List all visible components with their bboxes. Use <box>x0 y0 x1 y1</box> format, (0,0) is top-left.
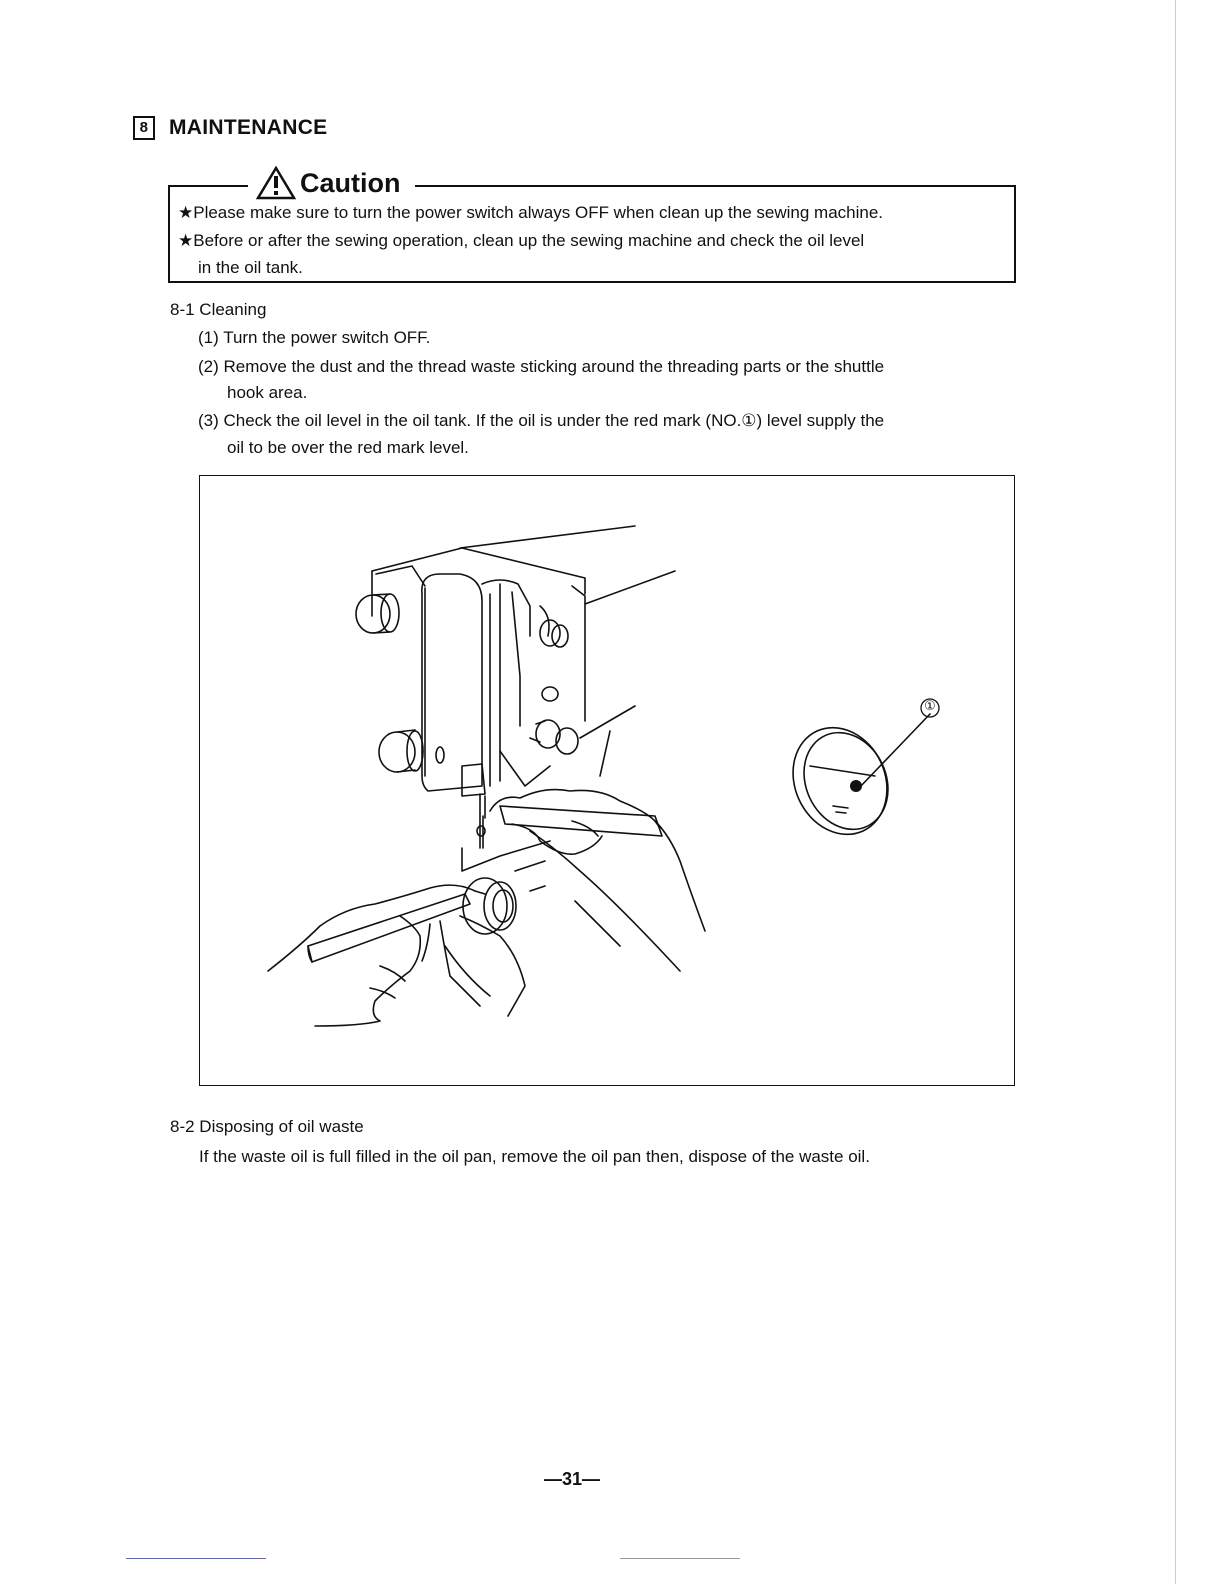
callout-marker-1: ① <box>924 698 936 713</box>
bottom-rule-right <box>620 1558 740 1559</box>
disposal-heading: 8-2 Disposing of oil waste <box>170 1117 364 1136</box>
cleaning-heading: 8-1 Cleaning <box>170 300 267 319</box>
figure-frame <box>199 475 1015 1086</box>
section-heading <box>133 116 327 140</box>
bottom-rule-left <box>126 1558 266 1559</box>
scan-edge <box>1175 0 1176 1584</box>
cleaning-step-2-line-1: (2) Remove the dust and the thread waste sticking around the threading parts or the shuttle <box>198 357 885 376</box>
caution-line-3: in the oil tank. <box>198 258 303 277</box>
cleaning-step-3-line-2: oil to be over the red mark level. <box>227 438 469 457</box>
page-number: —31— <box>544 1469 601 1489</box>
sewing-machine-illustration <box>200 476 1013 1084</box>
caution-line-1: ★Please make sure to turn the power switch always OFF when clean up the sewing machine. <box>178 203 884 222</box>
cleaning-step-3-line-1: (3) Check the oil level in the oil tank. If the oil is under the red mark (NO.①) level supply the <box>198 411 885 430</box>
section-title: MAINTENANCE <box>169 116 328 139</box>
caution-line-2: ★Before or after the sewing operation, clean up the sewing machine and check the oil level <box>178 231 865 250</box>
section-number: 8 <box>133 116 155 140</box>
warning-triangle-icon <box>256 166 296 200</box>
cleaning-step-2-line-2: hook area. <box>227 383 308 402</box>
cleaning-step-1: (1) Turn the power switch OFF. <box>198 328 431 347</box>
caution-heading <box>256 166 401 200</box>
disposal-text: If the waste oil is full filled in the oil pan, remove the oil pan then, dispose of the waste oil. <box>199 1147 870 1166</box>
caution-label: Caution <box>300 167 401 198</box>
